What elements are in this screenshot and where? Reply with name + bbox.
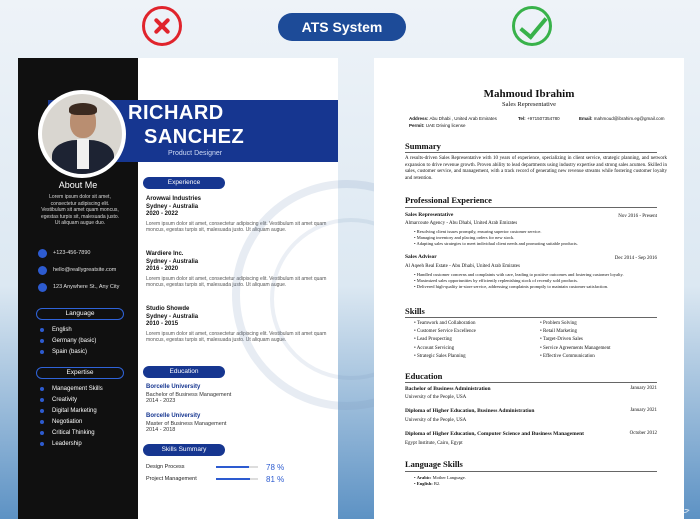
contact-email [579, 116, 664, 121]
edu-degree: Diploma of Higher Education, Business Administration [405, 408, 535, 414]
contact-phone [38, 247, 138, 259]
ats-resume [374, 58, 684, 519]
education-heading: Education [405, 371, 443, 381]
list-item: • Retail Marketing [540, 328, 611, 336]
experience-heading: Experience [143, 177, 225, 189]
edu-school: Borcelle University [146, 384, 201, 390]
skill-percent: 78 % [266, 462, 285, 472]
language-level: Mother Language. [432, 475, 466, 480]
email-label: Email: [579, 116, 593, 121]
experience-heading: Professional Experience [405, 195, 492, 205]
job-bullets [414, 272, 664, 290]
list-item: • Lead Prospecting [414, 336, 476, 344]
job-company: Wardiere Inc. [146, 251, 184, 257]
list-item: • Managing inventory and placing orders for new stock. [414, 235, 664, 241]
address-value: Abu Dhabi , United Arab Emirates [429, 116, 497, 121]
contact-permit [409, 123, 466, 128]
job-company: Almarcoute Agency - Abu Dhabi, United Arab Emirates [405, 221, 518, 226]
summary-heading: Summary [405, 141, 441, 151]
edu-school: Egypt Institute, Cairo, Egypt [405, 441, 463, 446]
list-item: • Account Servicing [414, 345, 476, 353]
list-item: • Customer Service Excellence [414, 328, 476, 336]
first-name: RICHARD [128, 102, 224, 124]
list-item: • Resolving client issues promptly, ensuring superior customer service. [414, 229, 664, 235]
permit-label: Permit: [409, 123, 425, 128]
list-item: • Strategic Sales Planning [414, 353, 476, 361]
contact-address [409, 116, 497, 121]
list-item: Management Skills [40, 383, 136, 394]
language-name: English: [416, 481, 433, 486]
ats-system-badge: ATS System [278, 13, 406, 41]
edu-school: Borcelle University [146, 413, 201, 419]
skills-heading: Skills Summary [143, 444, 225, 456]
list-item: Critical Thinking [40, 427, 136, 438]
skill-fill [216, 466, 249, 468]
address-text: 123 Anywhere St., Any City [53, 284, 120, 290]
last-name: SANCHEZ [144, 126, 245, 148]
job-bullets [414, 229, 664, 247]
edu-degree: Diploma of Higher Education, Computer Science and Business Management [405, 431, 585, 437]
list-item: • Problem Solving [540, 320, 611, 328]
divider [405, 207, 657, 208]
edu-date: January 2021 [630, 386, 657, 391]
skill-bar [216, 466, 258, 468]
email-icon [38, 266, 47, 275]
job-title: Sales Representative [405, 212, 454, 218]
contact-address [38, 281, 138, 293]
job-description: Lorem ipsum dolor sit amet, consectetur adipiscing elit. Vestibulum sit amet quam moncus, egestas turpis sit, malesuada justo. Ut aliquam augue. [146, 275, 327, 288]
x-circle-icon [142, 6, 182, 46]
divider [405, 317, 657, 318]
contact-tel [518, 116, 560, 121]
location-icon [38, 283, 47, 292]
list-item: • Target-Driven Sales [540, 336, 611, 344]
site-watermark: حراج [669, 505, 690, 516]
language-heading: Language [36, 308, 124, 320]
email-text: hello@reallygreatsite.com [53, 267, 117, 273]
divider [405, 152, 657, 153]
list-item: Negotiation [40, 416, 136, 427]
job-description: Lorem ipsum dolor sit amet, consectetur adipiscing elit. Vestibulum sit amet quam moncus, egestas turpis sit, malesuada justo. Ut aliquam augue. [146, 330, 327, 343]
about-title: About Me [58, 180, 98, 190]
address-label: Address: [409, 116, 429, 121]
candidate-title: Sales Representative [502, 101, 556, 108]
list-item: • Effective Communication [540, 353, 611, 361]
edu-school: University of the People, USA [405, 395, 467, 400]
education-entry [146, 413, 331, 434]
education-entry [146, 384, 331, 405]
skills-list-right [540, 320, 611, 361]
job-entry [146, 306, 331, 344]
list-item: Digital Marketing [40, 405, 136, 416]
skill-fill [216, 478, 250, 480]
list-item: Leadership [40, 438, 136, 449]
job-company: Arowwai Industries [146, 196, 202, 202]
job-date: Nov 2016 - Present [618, 214, 657, 219]
job-years: 2010 - 2015 [146, 321, 179, 327]
education-heading: Education [143, 366, 225, 378]
job-years: 2020 - 2022 [146, 211, 179, 217]
skill-row [146, 474, 336, 484]
skills-heading: Skills [405, 306, 425, 316]
candidate-name: Mahmoud Ibrahim [483, 88, 575, 100]
language-list [40, 324, 136, 357]
skill-percent: 81 % [266, 474, 285, 484]
job-location: Sydney - Australia [146, 203, 199, 210]
edu-date: October 2012 [629, 431, 657, 436]
job-role: Product Designer [168, 150, 223, 157]
job-location: Sydney - Australia [146, 313, 199, 320]
divider [405, 382, 657, 383]
email-value: mahmoud@ibrahim.eg@gmail.com [593, 116, 665, 121]
list-item [414, 481, 466, 487]
language-level: B2. [433, 481, 441, 486]
language-list [414, 475, 466, 487]
job-date: Dec 2014 - Sep 2016 [614, 256, 657, 261]
skill-row [146, 462, 336, 472]
list-item: Creativity [40, 394, 136, 405]
summary-text: A results-driven Sales Representative with 10 years of experience, specializing in client service, strategic planning, and network expansion to drive revenue growth. Proven ability to lead departments using industry expertise and strong sales acumen. Skilled in sales, customer service, and management, with a track record of generating new revenue streams while fostering customer loyalty and retention. [405, 156, 667, 181]
tel-value: +971507354780 [526, 116, 560, 121]
job-years: 2016 - 2020 [146, 266, 179, 272]
edu-degree: Master of Business Management [146, 420, 227, 427]
job-company: Al Aqeeh Real Estate - Abu Dhabi, United Arab Emirates [405, 264, 520, 269]
job-location: Sydney - Australia [146, 258, 199, 265]
job-description: Lorem ipsum dolor sit amet, consectetur adipiscing elit. Vestibulum sit amet quam moncus, egestas turpis sit, malesuada justo. Ut aliquam augue. [146, 220, 327, 233]
job-title: Sales Advisor [405, 254, 437, 260]
list-item: English [40, 324, 136, 335]
list-item: • Handled customer concerns and complaints with care, leading to positive outcomes and fostering customer loyalty. [414, 272, 664, 278]
list-item: • Adapting sales strategies to meet individual client needs and promoting suitable products. [414, 241, 664, 247]
tel-label: Tel: [518, 116, 526, 121]
permit-value: UAE Driving license [425, 123, 466, 128]
list-item: • Maximized sales opportunities by efficiently replenishing stock of recently sold products. [414, 278, 664, 284]
list-item: Germany (basic) [40, 335, 136, 346]
edu-years: 2014 - 2018 [146, 427, 176, 433]
edu-date: January 2021 [630, 408, 657, 413]
list-item: • Teamwork and Collaboration [414, 320, 476, 328]
check-circle-icon [512, 6, 552, 46]
job-entry [146, 251, 331, 289]
phone-icon [38, 249, 47, 258]
job-company: Studio Showde [146, 306, 190, 312]
phone-text: +123-456-7890 [53, 250, 91, 256]
language-name: Arabic: [416, 475, 432, 480]
expertise-list [40, 383, 136, 449]
skill-bar [216, 478, 258, 480]
list-item: • Delivered high-quality in-store service, addressing complaints promptly to maintain customer satisfaction. [414, 284, 664, 290]
job-entry [146, 196, 331, 234]
skills-list-left [414, 320, 476, 361]
list-item: Spain (basic) [40, 346, 136, 357]
edu-years: 2014 - 2023 [146, 398, 176, 404]
language-heading: Language Skills [405, 459, 463, 469]
list-item: • Service Agreements Management [540, 345, 611, 353]
edu-degree: Bachelor of Business Administration [405, 386, 491, 392]
skill-name: Design Process [146, 464, 185, 470]
profile-photo [38, 90, 126, 178]
designer-resume [18, 58, 338, 519]
expertise-heading: Expertise [36, 367, 124, 379]
about-text: Lorem ipsum dolor sit amet, consectetur adipiscing elit. Vestibulum sit amet quam moncus, egestas turpis sit, malesuada justo. Ut aliquam augue duo. [40, 194, 120, 226]
skill-name: Project Management [146, 476, 197, 482]
edu-degree: Bachelor of Business Management [146, 391, 232, 398]
contact-email [38, 264, 138, 276]
divider [405, 471, 657, 472]
edu-school: University of the People, USA [405, 418, 467, 423]
